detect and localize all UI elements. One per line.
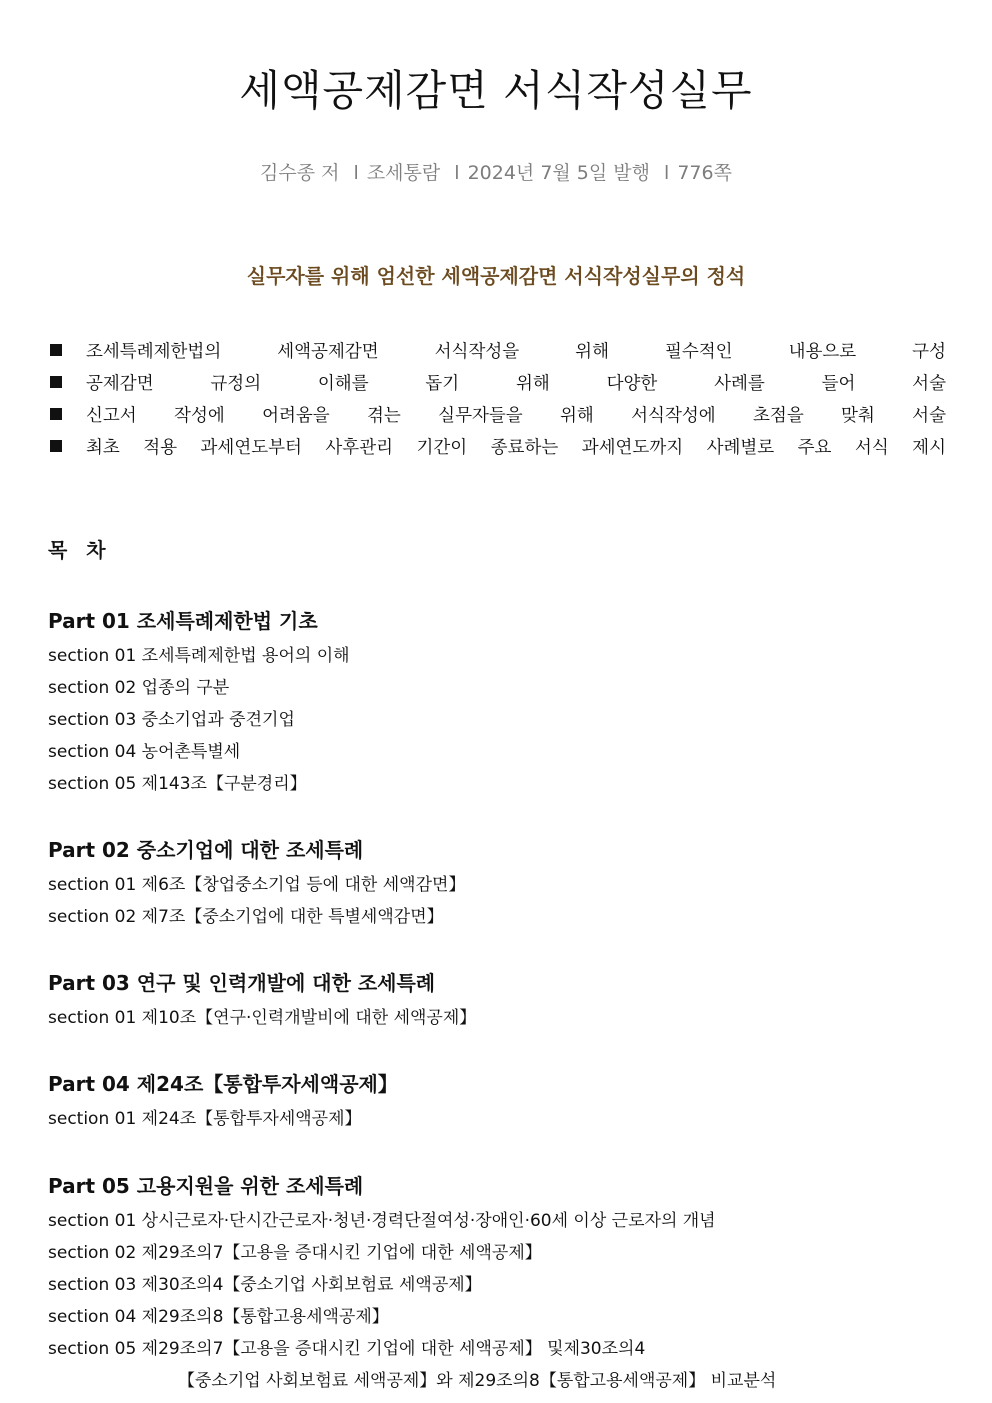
toc-heading: 목 차 — [48, 538, 112, 562]
publication-info — [0, 158, 992, 185]
separator: l — [664, 162, 670, 184]
separator: l — [454, 162, 460, 184]
square-bullet-icon — [50, 376, 62, 388]
part-title: Part 01 조세특례제한법 기초 — [48, 609, 318, 633]
toc-part-05 — [48, 1169, 948, 1397]
toc-section: section 04 제29조의8【통합고용세액공제】 — [48, 1307, 389, 1327]
feature-text: 신고서 작성에 어려움을 겪는 실무자들을 위해 서식작성에 초점을 맞춰 서술 — [86, 405, 946, 426]
page-count: 776쪽 — [677, 162, 732, 184]
toc-section: section 02 제7조【중소기업에 대한 특별세액감면】 — [48, 907, 444, 927]
toc-section: section 01 제24조【통합투자세액공제】 — [48, 1109, 362, 1129]
feature-list — [48, 334, 946, 462]
publish-date: 2024년 7월 5일 발행 — [467, 162, 650, 184]
feature-text: 조세특례제한법의 세액공제감면 서식작성을 위해 필수적인 내용으로 구성 — [86, 341, 946, 362]
toc-part-03 — [48, 966, 948, 1034]
toc-section: section 03 제30조의4【중소기업 사회보험료 세액공제】 — [48, 1275, 482, 1295]
feature-item — [48, 366, 946, 398]
publisher: 조세통람 — [366, 162, 441, 184]
toc-section: section 01 조세특례제한법 용어의 이해 — [48, 646, 350, 666]
feature-item — [48, 430, 946, 462]
toc-section: section 01 상시근로자·단시간근로자·청년·경력단절여성·장애인·60세 이상 근로자의 개념 — [48, 1211, 716, 1231]
toc-section: section 03 중소기업과 중견기업 — [48, 710, 295, 730]
toc-part-01 — [48, 604, 948, 800]
part-title: Part 05 고용지원을 위한 조세특례 — [48, 1174, 364, 1198]
toc-section: section 02 제29조의7【고용을 증대시킨 기업에 대한 세액공제】 — [48, 1243, 542, 1263]
feature-item — [48, 398, 946, 430]
feature-text: 최초 적용 과세연도부터 사후관리 기간이 종료하는 과세연도까지 사례별로 주요 서식 제시 — [86, 437, 946, 458]
document-title: 세액공제감면 서식작성실무 — [239, 66, 753, 115]
part-title: Part 04 제24조【통합투자세액공제】 — [48, 1072, 398, 1096]
part-title: Part 02 중소기업에 대한 조세특례 — [48, 838, 364, 862]
part-title: Part 03 연구 및 인력개발에 대한 조세특례 — [48, 971, 436, 995]
feature-text: 공제감면 규정의 이해를 돕기 위해 다양한 사례를 들어 서술 — [86, 373, 946, 394]
square-bullet-icon — [50, 344, 62, 356]
toc-part-04 — [48, 1067, 948, 1135]
square-bullet-icon — [50, 440, 62, 452]
toc-part-02 — [48, 833, 948, 933]
tagline: 실무자를 위해 엄선한 세액공제감면 서식작성실무의 정석 — [246, 264, 746, 288]
author: 김수종 저 — [260, 162, 340, 184]
toc-section: section 01 제6조【창업중소기업 등에 대한 세액감면】 — [48, 875, 466, 895]
toc-section: section 01 제10조【연구·인력개발비에 대한 세액공제】 — [48, 1008, 477, 1028]
toc-section: section 05 제29조의7【고용을 증대시킨 기업에 대한 세액공제】 및제30조의4 — [48, 1339, 646, 1359]
feature-item — [48, 334, 946, 366]
toc-section: section 02 업종의 구분 — [48, 678, 230, 698]
toc-section-continuation: 【중소기업 사회보험료 세액공제】와 제29조의8【통합고용세액공제】 비교분석 — [178, 1371, 777, 1391]
toc-section: section 04 농어촌특별세 — [48, 742, 241, 762]
separator: l — [353, 162, 359, 184]
toc-section: section 05 제143조【구분경리】 — [48, 774, 307, 794]
square-bullet-icon — [50, 408, 62, 420]
